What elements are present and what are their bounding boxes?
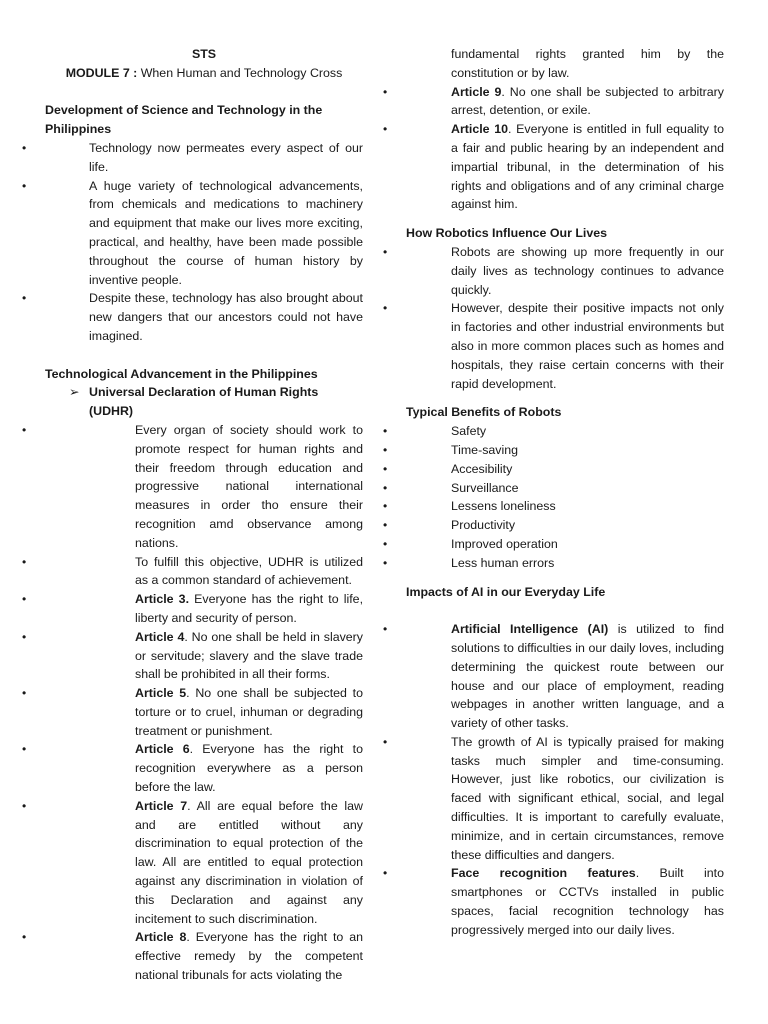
ai-list <box>406 620 724 940</box>
list-item: • Productivity <box>406 516 724 535</box>
list-item: • Artificial Intelligence (AI) is utilized to find solutions to difficulties in our daily loves, including determining the quickest route between our house and our place of employment, reading webpages in another written language, and a variety of other tasks. <box>406 620 724 733</box>
module-label: MODULE 7 : <box>65 65 138 80</box>
articles-continued-list <box>406 45 724 214</box>
section-heading-benefits: Typical Benefits of Robots <box>406 405 562 420</box>
article-continuation: fundamental rights granted him by the constitution or by law. <box>451 47 724 80</box>
list-item: • Face recognition features. Built into smartphones or CCTVs installed in public spaces, facial recognition technology has progressively merged into our daily lives. <box>406 864 724 939</box>
list-item: • The growth of AI is typically praised for making tasks much simpler and time-consuming. However, just like robotics, our civilization is faced with significant ethical, social, and legal difficulties. It is important to carefully evaluate, minimize, and in certain circumstances, remove these difficulties and dangers. <box>406 733 724 865</box>
list-item: • Despite these, technology has also brought about new dangers that our ancestors could not have imagined. <box>45 289 363 345</box>
list-item: • Technology now permeates every aspect of our life. <box>45 139 363 177</box>
article-item: • Article 4. No one shall be held in slavery or servitude; slavery and the slave trade shall be prohibited in all their forms. <box>45 628 363 684</box>
article-item: • Article 6. Everyone has the right to recognition everywhere as a person before the law. <box>45 740 363 796</box>
module-line <box>45 64 363 83</box>
udhr-list <box>45 421 363 985</box>
list-item: • Safety <box>406 422 724 441</box>
article-item: • Article 5. No one shall be subjected to torture or to cruel, inhuman or degrading treatment or punishment. <box>45 684 363 740</box>
document-title: STS <box>191 47 217 61</box>
right-column <box>406 45 724 940</box>
module-title: When Human and Technology Cross <box>137 65 343 80</box>
list-item: • Less human errors <box>406 554 724 573</box>
udhr-heading: ➢ Universal Declaration of Human Rights (UDHR) <box>45 383 363 421</box>
list-item: • Surveillance <box>406 479 724 498</box>
article-item: • Article 10. Everyone is entitled in full equality to a fair and public hearing by an independent and impartial tribunal, in the determination of his rights and obligations and of any criminal charge against him. <box>406 120 724 214</box>
list-item: • Time-saving <box>406 441 724 460</box>
article-item: • Article 8. Everyone has the right to an effective remedy by the competent national tribunals for acts violating the <box>45 928 363 984</box>
list-item: • To fulfill this objective, UDHR is utilized as a common standard of achievement. <box>45 553 363 591</box>
list-item: • Improved operation <box>406 535 724 554</box>
list-item: • Robots are showing up more frequently in our daily lives as technology continues to advance quickly. <box>406 243 724 299</box>
list-item: • Every organ of society should work to promote respect for human rights and their freedom through education and progressive national international measures in order tho ensure their recognition amd observance among nations. <box>45 421 363 553</box>
list-item: • However, despite their positive impacts not only in factories and other industrial environments but also in more common places such as homes and hospitals, they raise certain concerns with their rapid development. <box>406 299 724 393</box>
robotics-list <box>406 243 724 393</box>
list-item: • Lessens loneliness <box>406 497 724 516</box>
section-heading-advancement: Technological Advancement in the Philippines <box>45 366 318 381</box>
article-item: • Article 3. Everyone has the right to life, liberty and security of person. <box>45 590 363 628</box>
article-item: • Article 9. No one shall be subjected to arbitrary arrest, detention, or exile. <box>406 83 724 121</box>
section-heading-development: Development of Science and Technology in the Philippines <box>45 103 323 137</box>
section-heading-robotics: How Robotics Influence Our Lives <box>406 226 608 241</box>
development-list <box>45 139 363 346</box>
section-heading-ai: Impacts of AI in our Everyday Life <box>406 584 606 599</box>
list-item: • A huge variety of technological advancements, from chemicals and medications to machinery and equipment that make our lives more exciting, practical, and healthy, have been made possible throughout the course of human history by inventive people. <box>45 177 363 290</box>
list-item: • Accesibility <box>406 460 724 479</box>
benefits-list <box>406 422 724 572</box>
left-column <box>45 45 363 985</box>
article-item: • Article 7. All are equal before the law and are entitled without any discrimination to equal protection of the law. All are entitled to equal protection against any discrimination in violation of this Declaration and against any incitement to such discrimination. <box>45 797 363 929</box>
